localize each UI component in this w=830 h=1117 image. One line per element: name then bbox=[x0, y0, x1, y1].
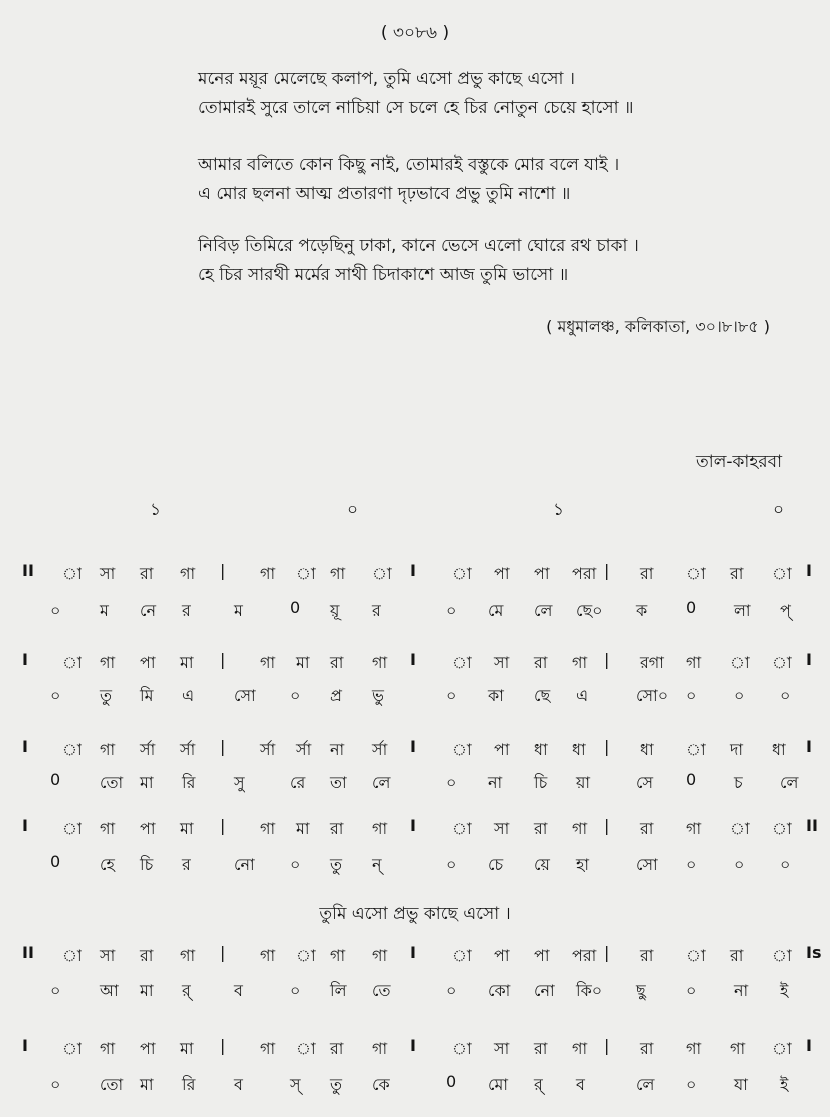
swara-cell: ধা bbox=[640, 740, 654, 759]
swara-cell: Is bbox=[806, 943, 822, 962]
lyric-cell: 0 bbox=[50, 770, 61, 789]
swara-row bbox=[0, 816, 830, 840]
swara-cell: সা bbox=[494, 653, 510, 672]
swara-cell: া bbox=[62, 653, 82, 672]
swara-cell: গা bbox=[372, 819, 388, 838]
swara-cell: I bbox=[410, 561, 416, 580]
lyric-cell: লি bbox=[330, 981, 347, 1000]
lyric-cell: ব bbox=[234, 981, 243, 1000]
swara-cell: দা bbox=[730, 740, 744, 759]
swara-cell: মা bbox=[180, 1039, 194, 1058]
verse-line-4: এ মোর ছলনা আত্ম প্রতারণা দৃঢ়ভাবে প্রভু তুমি নাশো ॥ bbox=[198, 184, 571, 204]
swara-cell: া bbox=[772, 946, 792, 965]
verse-line-3: আমার বলিতে কোন কিছু নাই, তোমারই বস্তুকে মোর বলে যাই । bbox=[198, 155, 620, 175]
swara-cell: পা bbox=[494, 740, 510, 759]
lyric-cell: ০ bbox=[734, 855, 745, 874]
swara-cell: গা bbox=[100, 740, 116, 759]
swara-cell: র্সা bbox=[180, 740, 196, 759]
swara-cell: না bbox=[330, 740, 345, 759]
swara-cell: া bbox=[686, 946, 706, 965]
lyric-cell: রি bbox=[182, 1075, 196, 1094]
swara-cell: পা bbox=[494, 946, 510, 965]
swara-cell: রা bbox=[534, 1039, 548, 1058]
swara-cell: গা bbox=[330, 946, 346, 965]
lyric-cell: মা bbox=[140, 773, 154, 792]
swara-row bbox=[0, 943, 830, 967]
lyric-row bbox=[0, 770, 830, 794]
mid-lyric-line: তুমি এসো প্রভু কাছে এসো । bbox=[319, 904, 511, 924]
swara-cell: I bbox=[22, 737, 28, 756]
lyric-cell: ০ bbox=[290, 686, 301, 705]
lyric-cell: তো bbox=[100, 773, 124, 792]
swara-cell: রা bbox=[140, 946, 154, 965]
swara-cell: রা bbox=[730, 564, 744, 583]
swara-cell: পা bbox=[534, 564, 550, 583]
swara-cell: ধা bbox=[772, 740, 786, 759]
swara-cell: া bbox=[296, 564, 316, 583]
swara-cell: | bbox=[604, 561, 610, 580]
lyric-cell: সো০ bbox=[636, 686, 669, 705]
swara-cell: রা bbox=[330, 653, 344, 672]
lyric-cell: ছু bbox=[636, 981, 646, 1000]
lyric-cell: তু bbox=[330, 1075, 343, 1094]
swara-cell: র্সা bbox=[260, 740, 276, 759]
source-citation: ( মধুমালঞ্চ, কলিকাতা, ৩০।৮।৮৫ ) bbox=[546, 317, 770, 336]
lyric-cell: ০ bbox=[780, 686, 791, 705]
swara-cell: গা bbox=[686, 1039, 702, 1058]
swara-cell: া bbox=[62, 564, 82, 583]
swara-cell: রা bbox=[534, 819, 548, 838]
lyric-cell: তা bbox=[330, 773, 347, 792]
lyric-cell: ম bbox=[234, 601, 243, 620]
lyric-cell: লে bbox=[534, 601, 553, 620]
lyric-cell: ০ bbox=[50, 601, 61, 620]
swara-cell: রা bbox=[640, 1039, 654, 1058]
lyric-cell: কা bbox=[488, 686, 504, 705]
lyric-cell: তু bbox=[330, 855, 343, 874]
swara-cell: া bbox=[772, 653, 792, 672]
lyric-cell: প্র bbox=[330, 686, 342, 705]
lyric-cell: ব bbox=[576, 1075, 585, 1094]
swara-cell: পা bbox=[140, 1039, 156, 1058]
lyric-cell: এ bbox=[182, 686, 195, 705]
lyric-cell: ভু bbox=[372, 686, 384, 705]
swara-cell: সা bbox=[100, 946, 116, 965]
lyric-cell: লে bbox=[372, 773, 391, 792]
lyric-cell: র্ bbox=[534, 1075, 543, 1094]
lyric-cell: ০ bbox=[446, 855, 457, 874]
lyric-cell: ০ bbox=[290, 855, 301, 874]
lyric-cell: রি bbox=[182, 773, 196, 792]
lyric-cell: প্ bbox=[780, 601, 791, 620]
swara-cell: গা bbox=[260, 564, 276, 583]
lyric-cell: ০ bbox=[446, 601, 457, 620]
lyric-cell: চি bbox=[140, 855, 154, 874]
lyric-cell: নে bbox=[140, 601, 157, 620]
lyric-cell: ০ bbox=[686, 686, 697, 705]
swara-cell: া bbox=[730, 653, 750, 672]
swara-row bbox=[0, 561, 830, 585]
lyric-cell: আ bbox=[100, 981, 119, 1000]
swara-cell: ধা bbox=[572, 740, 586, 759]
swara-cell: সা bbox=[494, 1039, 510, 1058]
swara-cell: গা bbox=[572, 819, 588, 838]
swara-cell: সা bbox=[100, 564, 116, 583]
lyric-cell: সো bbox=[636, 855, 658, 874]
swara-cell: | bbox=[604, 737, 610, 756]
lyric-cell: যা bbox=[734, 1075, 748, 1094]
lyric-cell: কি০ bbox=[576, 981, 603, 1000]
swara-cell: রা bbox=[330, 819, 344, 838]
lyric-cell: লে bbox=[780, 773, 799, 792]
swara-cell: I bbox=[806, 650, 812, 669]
swara-cell: পরা bbox=[572, 564, 597, 583]
lyric-cell: সো bbox=[234, 686, 256, 705]
page-number: ( ৩০৮৬ ) bbox=[380, 23, 450, 43]
lyric-cell: ০ bbox=[686, 981, 697, 1000]
lyric-row bbox=[0, 852, 830, 876]
lyric-cell: কো bbox=[488, 981, 511, 1000]
swara-cell: গা bbox=[730, 1039, 746, 1058]
swara-cell: া bbox=[452, 564, 472, 583]
lyric-cell: সু bbox=[234, 773, 245, 792]
lyric-cell: ০ bbox=[290, 981, 301, 1000]
beat-mark-1: ১ bbox=[150, 500, 162, 520]
lyric-cell: 0 bbox=[686, 598, 697, 617]
verse-line-6: হে চির সারথী মর্মের সাথী চিদাকাশে আজ তুমি ভাসো ॥ bbox=[198, 265, 569, 285]
swara-cell: পা bbox=[494, 564, 510, 583]
lyric-cell: ০ bbox=[734, 686, 745, 705]
swara-cell: রা bbox=[140, 564, 154, 583]
swara-cell: | bbox=[604, 650, 610, 669]
swara-cell: া bbox=[452, 946, 472, 965]
swara-cell: মা bbox=[180, 819, 194, 838]
swara-cell: I bbox=[22, 1036, 28, 1055]
lyric-row bbox=[0, 978, 830, 1002]
swara-cell: মা bbox=[296, 653, 310, 672]
swara-cell: গা bbox=[572, 653, 588, 672]
lyric-cell: ০ bbox=[446, 981, 457, 1000]
swara-cell: া bbox=[372, 564, 392, 583]
swara-cell: মা bbox=[180, 653, 194, 672]
swara-cell: | bbox=[220, 561, 226, 580]
swara-cell: পরা bbox=[572, 946, 597, 965]
swara-cell: া bbox=[62, 946, 82, 965]
lyric-cell: লে bbox=[636, 1075, 655, 1094]
lyric-cell: মো bbox=[488, 1075, 509, 1094]
swara-cell: া bbox=[686, 564, 706, 583]
swara-cell: | bbox=[604, 816, 610, 835]
swara-cell: গা bbox=[260, 1039, 276, 1058]
swara-cell: া bbox=[62, 740, 82, 759]
swara-cell: ধা bbox=[534, 740, 548, 759]
lyric-cell: চে bbox=[488, 855, 504, 874]
swara-cell: া bbox=[62, 1039, 82, 1058]
lyric-cell: ম bbox=[100, 601, 109, 620]
swara-cell: গা bbox=[180, 564, 196, 583]
lyric-cell: তো bbox=[100, 1075, 124, 1094]
swara-cell: পা bbox=[140, 819, 156, 838]
swara-cell: I bbox=[806, 561, 812, 580]
swara-cell: রা bbox=[640, 946, 654, 965]
lyric-cell: রে bbox=[290, 773, 306, 792]
swara-cell: | bbox=[604, 1036, 610, 1055]
swara-cell: া bbox=[452, 740, 472, 759]
lyric-cell: কে bbox=[372, 1075, 390, 1094]
swara-cell: I bbox=[410, 816, 416, 835]
swara-cell: | bbox=[220, 650, 226, 669]
swara-cell: | bbox=[220, 1036, 226, 1055]
swara-cell: া bbox=[452, 819, 472, 838]
lyric-cell: ০ bbox=[446, 773, 457, 792]
swara-cell: গা bbox=[100, 1039, 116, 1058]
swara-cell: রা bbox=[730, 946, 744, 965]
lyric-cell: হা bbox=[576, 855, 590, 874]
swara-cell: া bbox=[452, 653, 472, 672]
lyric-cell: মা bbox=[140, 981, 154, 1000]
lyric-cell: হে bbox=[100, 855, 115, 874]
lyric-cell: ছে০ bbox=[576, 601, 603, 620]
lyric-cell: ই bbox=[780, 981, 789, 1000]
swara-cell: | bbox=[220, 816, 226, 835]
swara-cell: রা bbox=[534, 653, 548, 672]
swara-cell: গা bbox=[260, 946, 276, 965]
swara-cell: রা bbox=[330, 1039, 344, 1058]
beat-mark-4: ০ bbox=[773, 500, 785, 520]
lyric-cell: ০ bbox=[446, 686, 457, 705]
lyric-cell: চি bbox=[534, 773, 548, 792]
swara-cell: I bbox=[22, 816, 28, 835]
swara-cell: | bbox=[604, 943, 610, 962]
swara-cell: া bbox=[772, 564, 792, 583]
lyric-cell: ছে bbox=[534, 686, 551, 705]
verse-line-5: নিবিড় তিমিরে পড়েছিনু ঢাকা, কানে ভেসে এলো ঘোরে রথ চাকা । bbox=[198, 236, 639, 256]
swara-cell: র্সা bbox=[140, 740, 156, 759]
swara-cell: গা bbox=[260, 653, 276, 672]
lyric-cell: ০ bbox=[686, 1075, 697, 1094]
swara-cell: া bbox=[772, 819, 792, 838]
lyric-cell: র bbox=[372, 601, 381, 620]
lyric-cell: লা bbox=[734, 601, 751, 620]
swara-cell: I bbox=[410, 737, 416, 756]
swara-cell: র্সা bbox=[372, 740, 388, 759]
swara-cell: গা bbox=[686, 819, 702, 838]
lyric-cell: এ bbox=[576, 686, 589, 705]
swara-cell: I bbox=[410, 650, 416, 669]
swara-row bbox=[0, 1036, 830, 1060]
lyric-row bbox=[0, 1072, 830, 1096]
lyric-cell: না bbox=[488, 773, 503, 792]
swara-row bbox=[0, 650, 830, 674]
swara-cell: গা bbox=[330, 564, 346, 583]
lyric-cell: ই bbox=[780, 1075, 789, 1094]
lyric-cell: র্ bbox=[182, 981, 191, 1000]
swara-cell: গা bbox=[372, 946, 388, 965]
lyric-cell: 0 bbox=[50, 852, 61, 871]
swara-row bbox=[0, 737, 830, 761]
lyric-cell: সে bbox=[636, 773, 654, 792]
swara-cell: গা bbox=[180, 946, 196, 965]
swara-cell: া bbox=[296, 1039, 316, 1058]
lyric-row bbox=[0, 598, 830, 622]
swara-cell: গা bbox=[100, 819, 116, 838]
swara-cell: া bbox=[296, 946, 316, 965]
lyric-cell: তু bbox=[100, 686, 113, 705]
lyric-cell: য়ে bbox=[534, 855, 550, 874]
beat-mark-2: ০ bbox=[347, 500, 359, 520]
lyric-cell: ব bbox=[234, 1075, 243, 1094]
swara-cell: | bbox=[220, 943, 226, 962]
lyric-cell: ০ bbox=[50, 686, 61, 705]
swara-cell: I bbox=[410, 943, 416, 962]
lyric-cell: মা bbox=[140, 1075, 154, 1094]
swara-cell: পা bbox=[534, 946, 550, 965]
lyric-cell: র bbox=[182, 855, 191, 874]
lyric-cell: না bbox=[734, 981, 749, 1000]
swara-cell: গা bbox=[572, 1039, 588, 1058]
lyric-cell: মে bbox=[488, 601, 504, 620]
swara-cell: I bbox=[22, 650, 28, 669]
lyric-cell: স্ bbox=[290, 1075, 301, 1094]
lyric-cell: ০ bbox=[686, 855, 697, 874]
lyric-cell: 0 bbox=[686, 770, 697, 789]
lyric-cell: 0 bbox=[446, 1072, 457, 1091]
swara-cell: I bbox=[806, 1036, 812, 1055]
lyric-cell: ০ bbox=[780, 855, 791, 874]
lyric-cell: 0 bbox=[290, 598, 301, 617]
lyric-cell: ০ bbox=[50, 981, 61, 1000]
lyric-cell: ক bbox=[636, 601, 648, 620]
verse-line-1: মনের ময়ূর মেলেছে কলাপ, তুমি এসো প্রভু কাছে এসো । bbox=[198, 69, 575, 89]
swara-cell: া bbox=[686, 740, 706, 759]
swara-cell: া bbox=[772, 1039, 792, 1058]
swara-cell: র্সা bbox=[296, 740, 312, 759]
swara-cell: I bbox=[410, 1036, 416, 1055]
beat-mark-3: ১ bbox=[553, 500, 565, 520]
lyric-cell: তে bbox=[372, 981, 391, 1000]
swara-cell: II bbox=[22, 943, 34, 962]
swara-cell: সা bbox=[494, 819, 510, 838]
swara-cell: রগা bbox=[640, 653, 664, 672]
lyric-row bbox=[0, 683, 830, 707]
lyric-cell: ০ bbox=[50, 1075, 61, 1094]
swara-cell: রা bbox=[640, 564, 654, 583]
lyric-cell: ন্ bbox=[372, 855, 382, 874]
swara-cell: গা bbox=[100, 653, 116, 672]
swara-cell: গা bbox=[372, 1039, 388, 1058]
swara-cell: গা bbox=[686, 653, 702, 672]
swara-cell: া bbox=[62, 819, 82, 838]
lyric-cell: মি bbox=[140, 686, 154, 705]
swara-cell: া bbox=[452, 1039, 472, 1058]
swara-cell: রা bbox=[640, 819, 654, 838]
taal-label: তাল-কাহরবা bbox=[696, 452, 782, 472]
lyric-cell: য়ূ bbox=[330, 601, 340, 620]
swara-cell: মা bbox=[296, 819, 310, 838]
lyric-cell: র bbox=[182, 601, 191, 620]
swara-cell: I bbox=[806, 737, 812, 756]
swara-cell: II bbox=[806, 816, 818, 835]
swara-cell: II bbox=[22, 561, 34, 580]
swara-cell: া bbox=[730, 819, 750, 838]
verse-line-2: তোমারই সুরে তালে নাচিয়া সে চলে হে চির নোতুন চেয়ে হাসো ॥ bbox=[198, 98, 634, 118]
lyric-cell: চ bbox=[734, 773, 743, 792]
swara-cell: | bbox=[220, 737, 226, 756]
lyric-cell: য়া bbox=[576, 773, 591, 792]
swara-cell: গা bbox=[260, 819, 276, 838]
lyric-cell: নো bbox=[534, 981, 555, 1000]
swara-cell: গা bbox=[372, 653, 388, 672]
swara-cell: পা bbox=[140, 653, 156, 672]
lyric-cell: নো bbox=[234, 855, 255, 874]
